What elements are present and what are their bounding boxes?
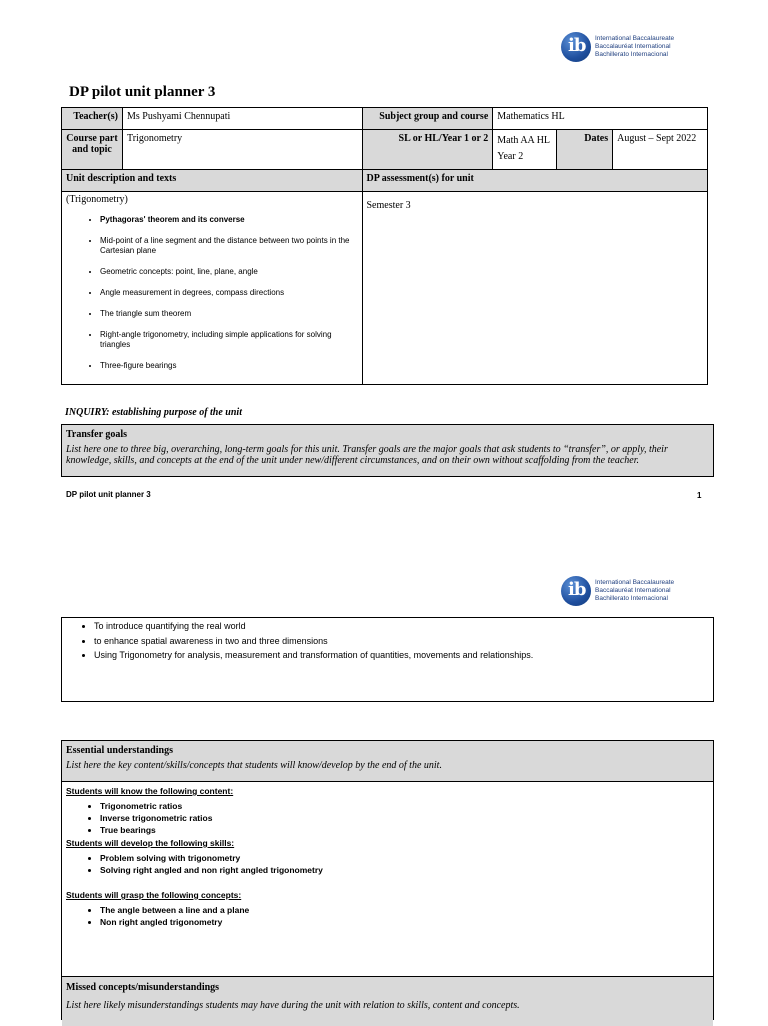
skills-heading: Students will develop the following skills: (66, 838, 235, 848)
list-item: • Solving right angled and non right angled trigonometry (100, 864, 709, 876)
unit-description-header: Unit description and texts (62, 170, 363, 192)
logo-line: Baccalauréat International (595, 587, 671, 594)
list-item: • Right-angle trigonometry, including simple applications for solving triangles (100, 330, 358, 350)
list-item: • Using Trigonometry for analysis, measurement and transformation of quantities, movements and relationships. (94, 648, 713, 663)
list-item: • to enhance spatial awareness in two and three dimensions (94, 634, 713, 649)
transfer-goals-title: Transfer goals (66, 429, 128, 440)
list-item: • True bearings (100, 824, 709, 836)
know-list (66, 800, 709, 836)
page-title: DP pilot unit planner 3 (69, 84, 216, 100)
list-item: • Trigonometric ratios (100, 800, 709, 812)
concepts-list (66, 904, 709, 928)
eu-desc: List here the key content/skills/concepts that students will know/develop by the end of the unit. (66, 760, 442, 771)
assessment-header: DP assessment(s) for unit (362, 170, 708, 192)
list-item: • Inverse trigonometric ratios (100, 812, 709, 824)
unit-description-cell (62, 192, 363, 385)
essential-understandings-box (61, 740, 714, 1020)
subject-value: Mathematics HL (493, 108, 708, 130)
level-label: SL or HL/Year 1 or 2 (362, 130, 493, 170)
missed-title: Missed concepts/misunderstandings (66, 982, 220, 993)
list-item: • Three-figure bearings (100, 361, 358, 371)
footer-title: DP pilot unit planner 3 (66, 490, 151, 499)
topic-list (66, 215, 358, 371)
concepts-heading: Students will grasp the following concepts: (66, 890, 242, 900)
ib-logo (561, 576, 674, 606)
list-item: • Mid-point of a line segment and the distance between two points in the Cartesian plane (100, 236, 358, 256)
assessment-cell: Semester 3 (362, 192, 708, 385)
list-item: • To introduce quantifying the real world (94, 619, 713, 634)
inquiry-heading: INQUIRY: establishing purpose of the unit (65, 407, 242, 418)
page-number: 1 (697, 491, 702, 500)
list-item: • Angle measurement in degrees, compass directions (100, 288, 358, 298)
dates-value: August – Sept 2022 (613, 130, 708, 170)
logo-line: Baccalauréat International (595, 43, 671, 50)
transfer-goals-desc: List here one to three big, overarching, long-term goals for this unit. Transfer goals are the major goals that ask students to “transfer”, or apply, their knowledge, skills, and concepts at the end of the unit under new/different circumstances, and on their own without scaffolding from the teacher. (66, 444, 668, 466)
list-item: • Non right angled trigonometry (100, 916, 709, 928)
ib-logo-icon: ib (561, 576, 591, 606)
course-label: Course part and topic (62, 130, 123, 170)
ib-logo-icon: ib (561, 32, 591, 62)
know-heading: Students will know the following content: (66, 786, 234, 796)
logo-line: International Baccalaureate (595, 35, 675, 42)
unit-info-table (61, 107, 708, 385)
logo-line: Bachillerato Internacional (595, 51, 668, 58)
list-item: • Pythagoras' theorem and its converse (100, 215, 358, 225)
transfer-goals-box (61, 424, 714, 477)
missed-desc: List here likely misunderstandings students may have during the unit with relation to skills, content and concepts. (66, 1000, 520, 1011)
ib-logo (561, 32, 674, 62)
teacher-label: Teacher(s) (62, 108, 123, 130)
eu-title: Essential understandings (66, 745, 173, 756)
subject-label: Subject group and course (362, 108, 493, 130)
list-item: • The angle between a line and a plane (100, 904, 709, 916)
skills-list (66, 852, 709, 876)
goals-list (62, 619, 713, 663)
logo-line: Bachillerato Internacional (595, 595, 668, 602)
list-item: • Problem solving with trigonometry (100, 852, 709, 864)
dates-label: Dates (557, 130, 613, 170)
logo-line: International Baccalaureate (595, 579, 675, 586)
transfer-goals-content (61, 617, 714, 702)
teacher-value: Ms Pushyami Chennupati (122, 108, 362, 130)
level-value: Math AA HL Year 2 (493, 130, 557, 170)
course-value: Trigonometry (122, 130, 362, 170)
unit-topic: (Trigonometry) (66, 194, 128, 205)
list-item: • Geometric concepts: point, line, plane, angle (100, 267, 358, 277)
list-item: • The triangle sum theorem (100, 309, 358, 319)
